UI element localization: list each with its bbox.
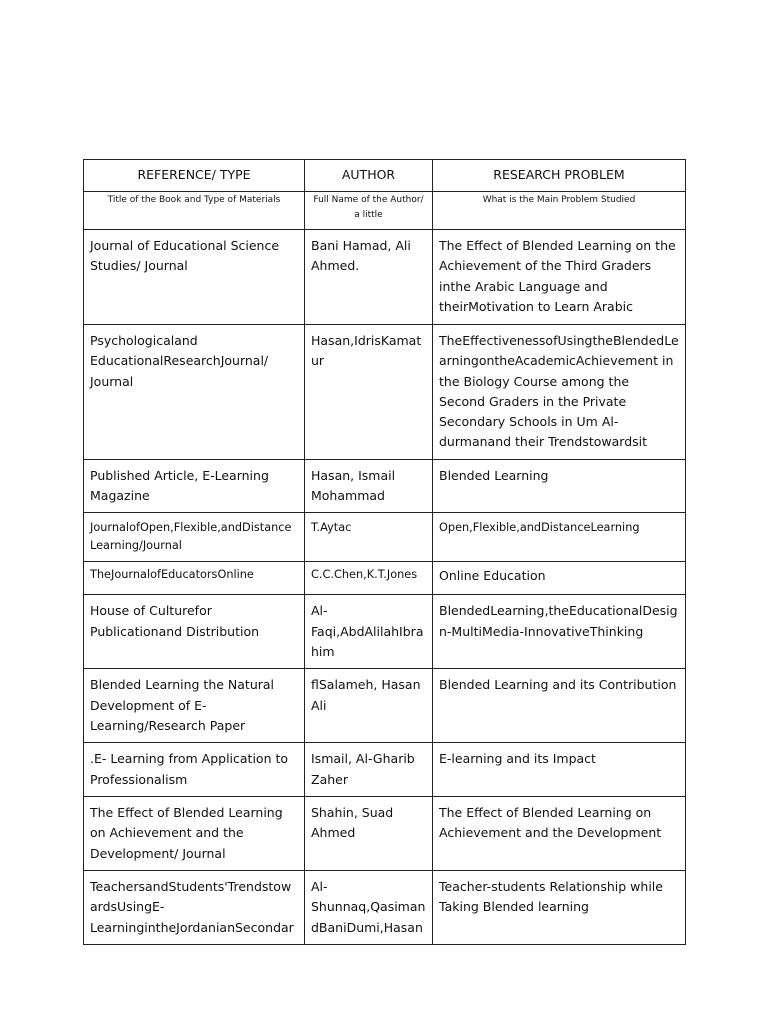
cell-reference: TeachersandStudents'TrendstowardsUsingE-LearningintheJordanianSecondar bbox=[84, 870, 305, 944]
table-row bbox=[84, 796, 686, 870]
cell-author: Al-Faqi,AbdAlilahIbrahim bbox=[305, 595, 433, 669]
cell-author: flSalameh, Hasan Ali bbox=[305, 669, 433, 743]
cell-reference: TheJournalofEducatorsOnline bbox=[84, 562, 305, 595]
table-row bbox=[84, 459, 686, 513]
subheader-author: Full Name of the Author/ a little bbox=[305, 192, 433, 230]
table-row bbox=[84, 230, 686, 325]
cell-author: Hasan, Ismail Mohammad bbox=[305, 459, 433, 513]
cell-problem: Online Education bbox=[433, 562, 686, 595]
cell-problem: Open,Flexible,andDistanceLearning bbox=[433, 513, 686, 562]
header-author: AUTHOR bbox=[305, 160, 433, 192]
cell-reference: Journal of Educational Science Studies/ Journal bbox=[84, 230, 305, 325]
cell-problem: Blended Learning bbox=[433, 459, 686, 513]
table-row bbox=[84, 325, 686, 460]
cell-problem: BlendedLearning,theEducationalDesign-MultiMedia-InnovativeThinking bbox=[433, 595, 686, 669]
cell-reference: Published Article, E-Learning Magazine bbox=[84, 459, 305, 513]
cell-author: Al-Shunnaq,QasimandBaniDumi,Hasan bbox=[305, 870, 433, 944]
table-row bbox=[84, 513, 686, 562]
cell-problem: The Effect of Blended Learning on the Achievement of the Third Graders inthe Arabic Language and theirMotivation to Learn Arabic bbox=[433, 230, 686, 325]
table-header-row bbox=[84, 160, 686, 192]
table-row bbox=[84, 870, 686, 944]
cell-author: Bani Hamad, Ali Ahmed. bbox=[305, 230, 433, 325]
cell-reference: The Effect of Blended Learning on Achievement and the Development/ Journal bbox=[84, 796, 305, 870]
cell-problem: E-learning and its Impact bbox=[433, 743, 686, 797]
header-reference-type: REFERENCE/ TYPE bbox=[84, 160, 305, 192]
cell-reference: House of Culturefor Publicationand Distribution bbox=[84, 595, 305, 669]
cell-author: C.C.Chen,K.T.Jones bbox=[305, 562, 433, 595]
table-row bbox=[84, 562, 686, 595]
reference-table bbox=[83, 159, 686, 945]
cell-reference: .E- Learning from Application to Professionalism bbox=[84, 743, 305, 797]
table-row bbox=[84, 669, 686, 743]
cell-problem: TheEffectivenessofUsingtheBlendedLearningontheAcademicAchievement in the Biology Course among the Second Graders in the Private Secondary Schools in Um Al-durmanand their Trendstowardsit bbox=[433, 325, 686, 460]
subheader-research-problem: What is the Main Problem Studied bbox=[433, 192, 686, 230]
cell-author: T.Aytac bbox=[305, 513, 433, 562]
subheader-reference-type: Title of the Book and Type of Materials bbox=[84, 192, 305, 230]
cell-author: Shahin, Suad Ahmed bbox=[305, 796, 433, 870]
cell-reference: JournalofOpen,Flexible,andDistance Learning/Journal bbox=[84, 513, 305, 562]
table-row bbox=[84, 595, 686, 669]
cell-reference: Blended Learning the Natural Development of E-Learning/Research Paper bbox=[84, 669, 305, 743]
cell-author: Hasan,IdrisKamatur bbox=[305, 325, 433, 460]
table-subheader-row bbox=[84, 192, 686, 230]
table-row bbox=[84, 743, 686, 797]
cell-reference: Psychologicaland EducationalResearchJournal/ Journal bbox=[84, 325, 305, 460]
header-research-problem: RESEARCH PROBLEM bbox=[433, 160, 686, 192]
cell-problem: Blended Learning and its Contribution bbox=[433, 669, 686, 743]
cell-problem: Teacher-students Relationship while Taking Blended learning bbox=[433, 870, 686, 944]
cell-problem: The Effect of Blended Learning on Achievement and the Development bbox=[433, 796, 686, 870]
cell-author: Ismail, Al-Gharib Zaher bbox=[305, 743, 433, 797]
